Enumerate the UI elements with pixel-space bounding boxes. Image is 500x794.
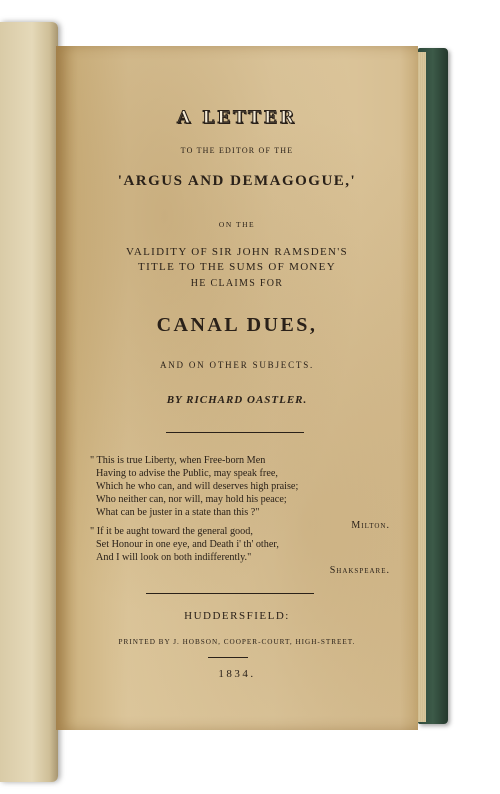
on-the-line: ON THE (218, 220, 256, 229)
fly-leaf (0, 22, 58, 782)
quote-attribution: Shakspeare. (329, 565, 390, 576)
publication-name: 'ARGUS AND DEMAGOGUE,' (117, 173, 357, 189)
author-line: BY RICHARD OASTLER. (166, 394, 308, 406)
imprint-year: 1834. (218, 668, 256, 680)
divider-rule (166, 432, 304, 433)
main-subject: CANAL DUES, (156, 314, 318, 336)
quote-line: " If it be aught toward the general good, (90, 526, 253, 537)
quote-line: Which he who can, and will deserves high praise; (96, 481, 299, 492)
imprint-printer: PRINTED BY J. HOBSON, COOPER-COURT, HIGH-STREET. (118, 638, 356, 646)
other-subjects-line: AND ON OTHER SUBJECTS. (159, 360, 315, 370)
milton-quote (90, 454, 390, 532)
quote-attribution: Milton. (351, 520, 390, 531)
quote-line: Who neither can, nor will, may hold his peace; (96, 494, 287, 505)
subject-line-1: VALIDITY OF SIR JOHN RAMSDEN'S (126, 246, 348, 258)
imprint-place: HUDDERSFIELD: (184, 610, 290, 622)
addressee-line: TO THE EDITOR OF THE (180, 146, 294, 155)
subject-line-3: HE CLAIMS FOR (190, 278, 284, 289)
quote-line: Having to advise the Public, may speak free, (96, 468, 278, 479)
quote-line: Set Honour in one eye, and Death i' th' other, (96, 539, 279, 550)
quote-line: What can be juster in a state than this ?" (96, 507, 260, 518)
shakspeare-quote (90, 525, 390, 577)
quote-line: And I will look on both indifferently." (96, 552, 252, 563)
title-page (56, 46, 418, 730)
short-rule (208, 657, 248, 658)
heading: A LETTER (177, 108, 297, 128)
quote-line: " This is true Liberty, when Free-born Men (90, 455, 266, 466)
subject-line-2: TITLE TO THE SUMS OF MONEY (138, 261, 336, 273)
divider-rule (146, 593, 314, 594)
